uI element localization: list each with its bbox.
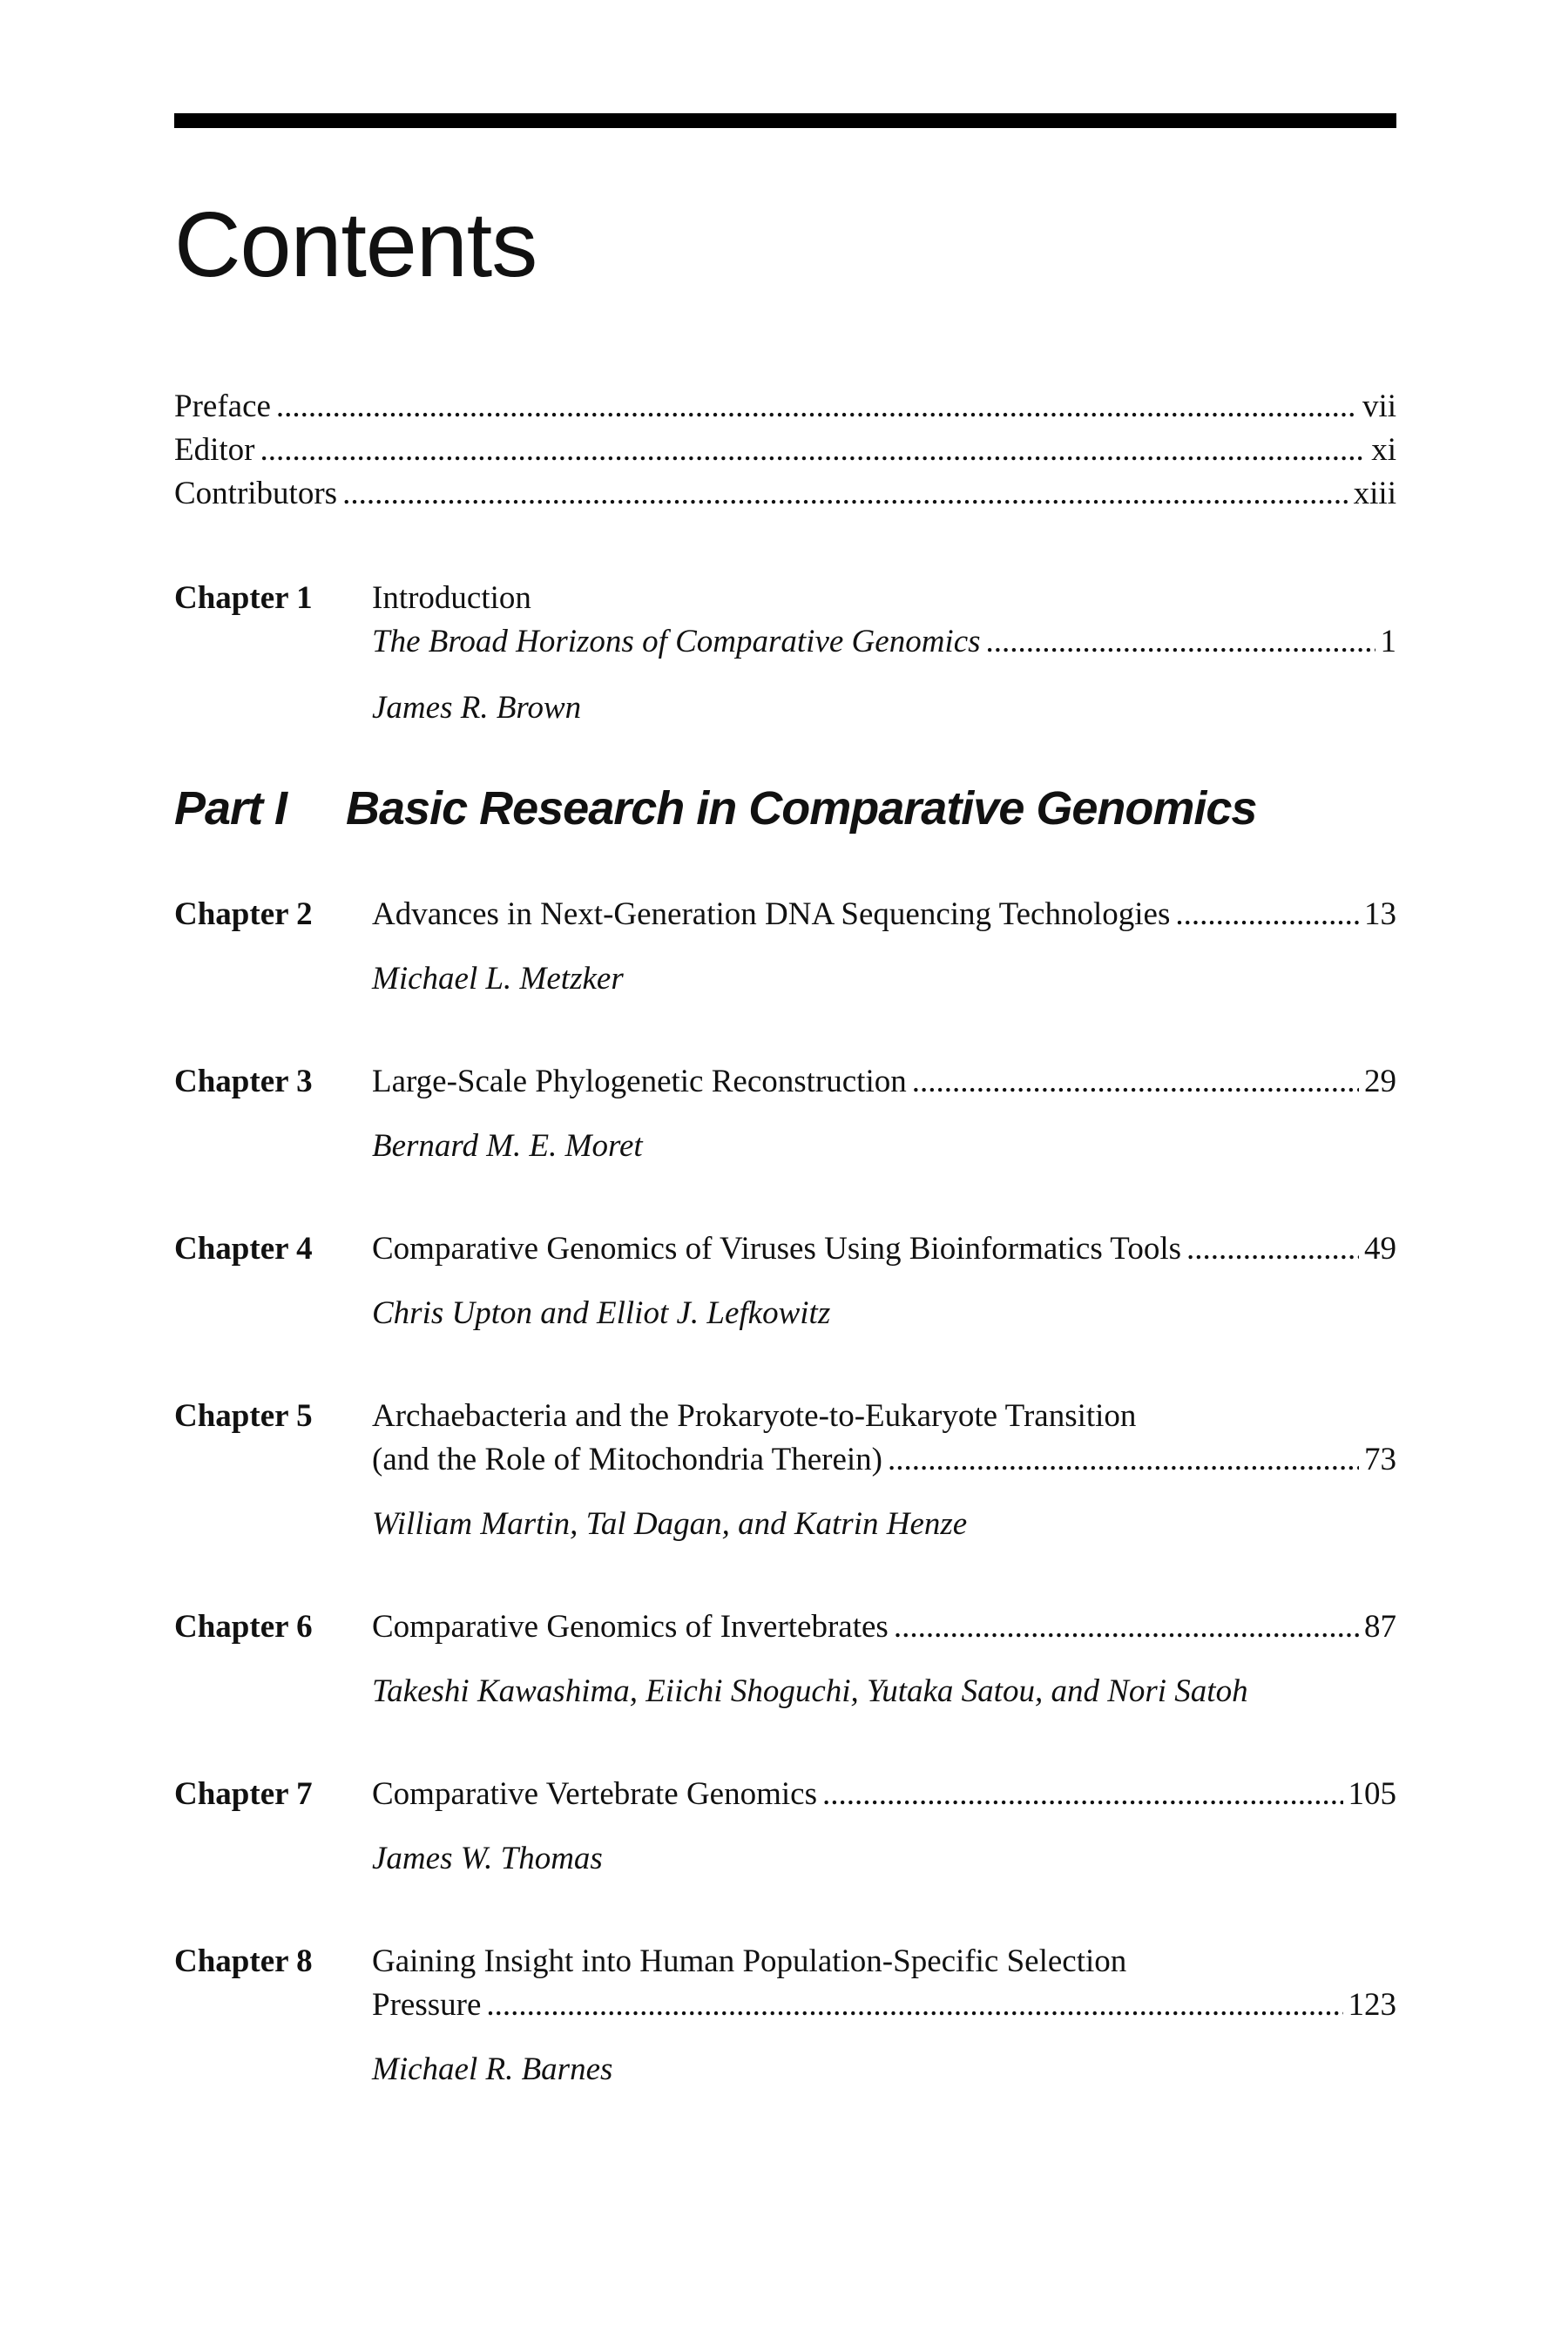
entry-title: Preface	[174, 389, 271, 424]
chapter-label: Chapter 6	[174, 1609, 313, 1645]
leader-dots	[486, 1984, 1342, 2027]
leader-dots	[1175, 893, 1359, 936]
chapter-title: Introduction	[372, 580, 531, 616]
chapter-label: Chapter 3	[174, 1064, 313, 1099]
chapter-page: 123	[1348, 1987, 1396, 2023]
chapter-authors: Michael R. Barnes	[372, 2051, 613, 2087]
toc-chapter-1[interactable]	[174, 577, 1396, 730]
part-heading	[174, 778, 1396, 839]
leader-dots	[912, 1060, 1359, 1104]
toc-chapter-7[interactable]	[174, 1773, 1396, 1881]
chapter-label: Chapter 4	[174, 1231, 313, 1267]
chapter-label: Chapter 1	[174, 580, 313, 616]
chapter-authors: James W. Thomas	[372, 1841, 603, 1876]
toc-chapter-6[interactable]	[174, 1605, 1396, 1713]
chapter-authors: William Martin, Tal Dagan, and Katrin Henze	[372, 1506, 968, 1542]
toc-chapter-8[interactable]	[174, 1940, 1396, 2092]
chapter-authors: Chris Upton and Elliot J. Lefkowitz	[372, 1295, 831, 1331]
chapter-title-line1: Archaebacteria and the Prokaryote-to-Eukaryote Transition	[372, 1398, 1137, 1434]
leader-dots	[894, 1605, 1359, 1649]
chapter-page: 87	[1364, 1609, 1396, 1645]
chapter-title-line1: Gaining Insight into Human Population-Specific Selection	[372, 1943, 1127, 1979]
chapter-title: Comparative Genomics of Invertebrates	[372, 1609, 889, 1645]
chapter-title-line2: Pressure	[372, 1987, 482, 2023]
leader-dots	[342, 472, 1348, 516]
entry-title: Editor	[174, 432, 255, 468]
toc-entry-preface[interactable]	[174, 385, 1396, 429]
page-title: Contents	[174, 193, 537, 296]
chapter-label: Chapter 5	[174, 1398, 313, 1434]
chapter-subtitle: The Broad Horizons of Comparative Genomics	[372, 624, 981, 659]
front-matter-list	[174, 385, 1396, 516]
toc-chapter-5[interactable]	[174, 1395, 1396, 1546]
chapter-authors: Bernard M. E. Moret	[372, 1128, 643, 1164]
chapter-page: 13	[1364, 896, 1396, 932]
chapter-authors: Michael L. Metzker	[372, 961, 624, 997]
chapter-label: Chapter 8	[174, 1943, 313, 1979]
toc-entry-editor[interactable]	[174, 429, 1396, 472]
leader-dots	[822, 1773, 1343, 1816]
leader-dots	[986, 620, 1375, 664]
leader-dots	[260, 429, 1366, 472]
chapter-label: Chapter 2	[174, 896, 313, 932]
toc-chapter-4[interactable]	[174, 1227, 1396, 1335]
chapter-title: Comparative Vertebrate Genomics	[372, 1776, 817, 1812]
toc-chapter-3[interactable]	[174, 1060, 1396, 1168]
chapter-label: Chapter 7	[174, 1776, 313, 1812]
chapter-page: 105	[1348, 1776, 1396, 1812]
toc-entry-contributors[interactable]	[174, 472, 1396, 516]
leader-dots	[888, 1438, 1359, 1482]
leader-dots	[276, 385, 1357, 429]
chapter-title: Comparative Genomics of Viruses Using Bioinformatics Tools	[372, 1231, 1181, 1267]
leader-dots	[1186, 1227, 1359, 1271]
chapter-authors: James R. Brown	[372, 690, 582, 726]
chapter-authors: Takeshi Kawashima, Eiichi Shoguchi, Yutaka Satou, and Nori Satoh	[372, 1673, 1248, 1709]
chapter-title: Large-Scale Phylogenetic Reconstruction	[372, 1064, 907, 1099]
chapter-title-line2: (and the Role of Mitochondria Therein)	[372, 1442, 883, 1477]
chapter-page: 73	[1364, 1442, 1396, 1477]
chapter-page: 29	[1364, 1064, 1396, 1099]
entry-title: Contributors	[174, 476, 338, 511]
toc-chapter-2[interactable]	[174, 893, 1396, 1001]
chapter-title: Advances in Next-Generation DNA Sequencing Technologies	[372, 896, 1171, 932]
chapter-page: 49	[1364, 1231, 1396, 1267]
entry-page: xiii	[1353, 476, 1396, 511]
chapter-page: 1	[1380, 624, 1396, 659]
top-rule	[174, 113, 1396, 128]
entry-page: xi	[1371, 432, 1396, 468]
part-title: Basic Research in Comparative Genomics	[346, 782, 1257, 835]
part-label: Part I	[174, 782, 287, 835]
entry-page: vii	[1362, 389, 1396, 424]
